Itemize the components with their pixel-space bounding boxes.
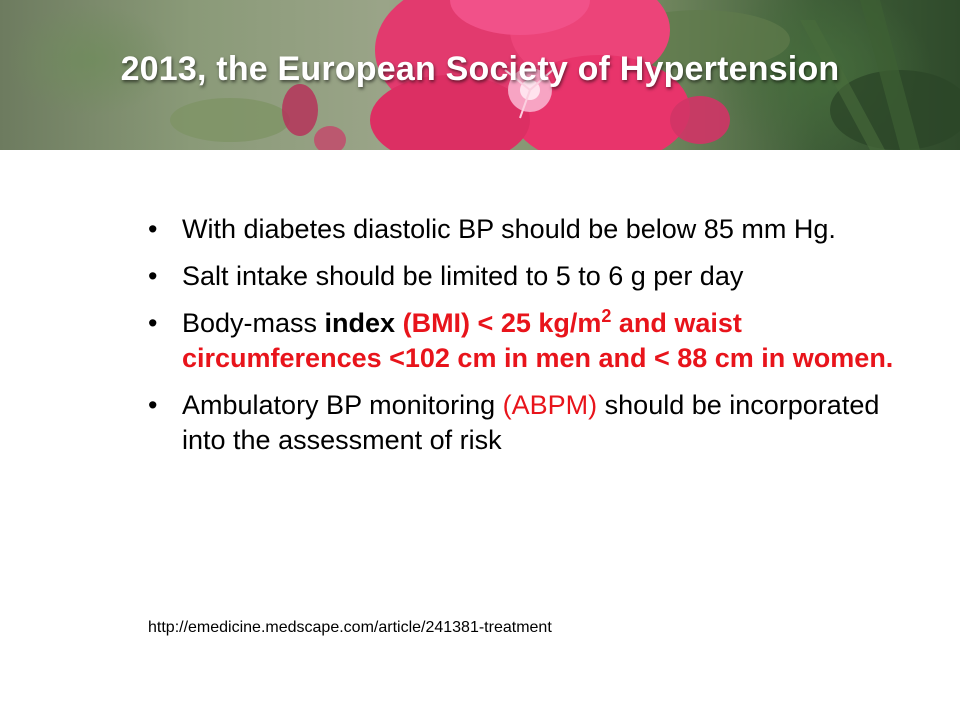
bullet-icon: • <box>148 390 158 420</box>
bullet-text-highlight-cont: and waist circumferences <102 cm in men and < 88 cm in women. <box>182 308 894 373</box>
bullet-text-highlight: (BMI) < 25 kg/m <box>395 308 602 338</box>
list-item <box>148 388 908 458</box>
header-banner <box>0 0 960 150</box>
bullet-icon: • <box>148 308 158 338</box>
bullet-text-highlight: (ABPM) <box>502 390 598 420</box>
bullet-text: With diabetes diastolic BP should be below 85 mm Hg. <box>182 214 836 244</box>
bullet-text-bold: index <box>324 308 396 338</box>
list-item <box>148 306 908 376</box>
bullet-icon: • <box>148 214 158 244</box>
bullet-text-cont: should be incorporated into the assessment of risk <box>182 390 880 455</box>
superscript: 2 <box>601 306 612 326</box>
bullet-list <box>148 212 908 470</box>
list-item <box>148 212 908 247</box>
bullet-text-plain: Ambulatory BP monitoring <box>182 390 503 420</box>
page-title: 2013, the European Society of Hypertension <box>120 50 840 88</box>
list-item <box>148 259 908 294</box>
bullet-icon: • <box>148 261 158 291</box>
bullet-text-plain: Body-mass <box>182 308 325 338</box>
bullet-text: Salt intake should be limited to 5 to 6 g per day <box>182 261 744 291</box>
source-link[interactable]: http://emedicine.medscape.com/article/241381-treatment <box>148 619 552 636</box>
